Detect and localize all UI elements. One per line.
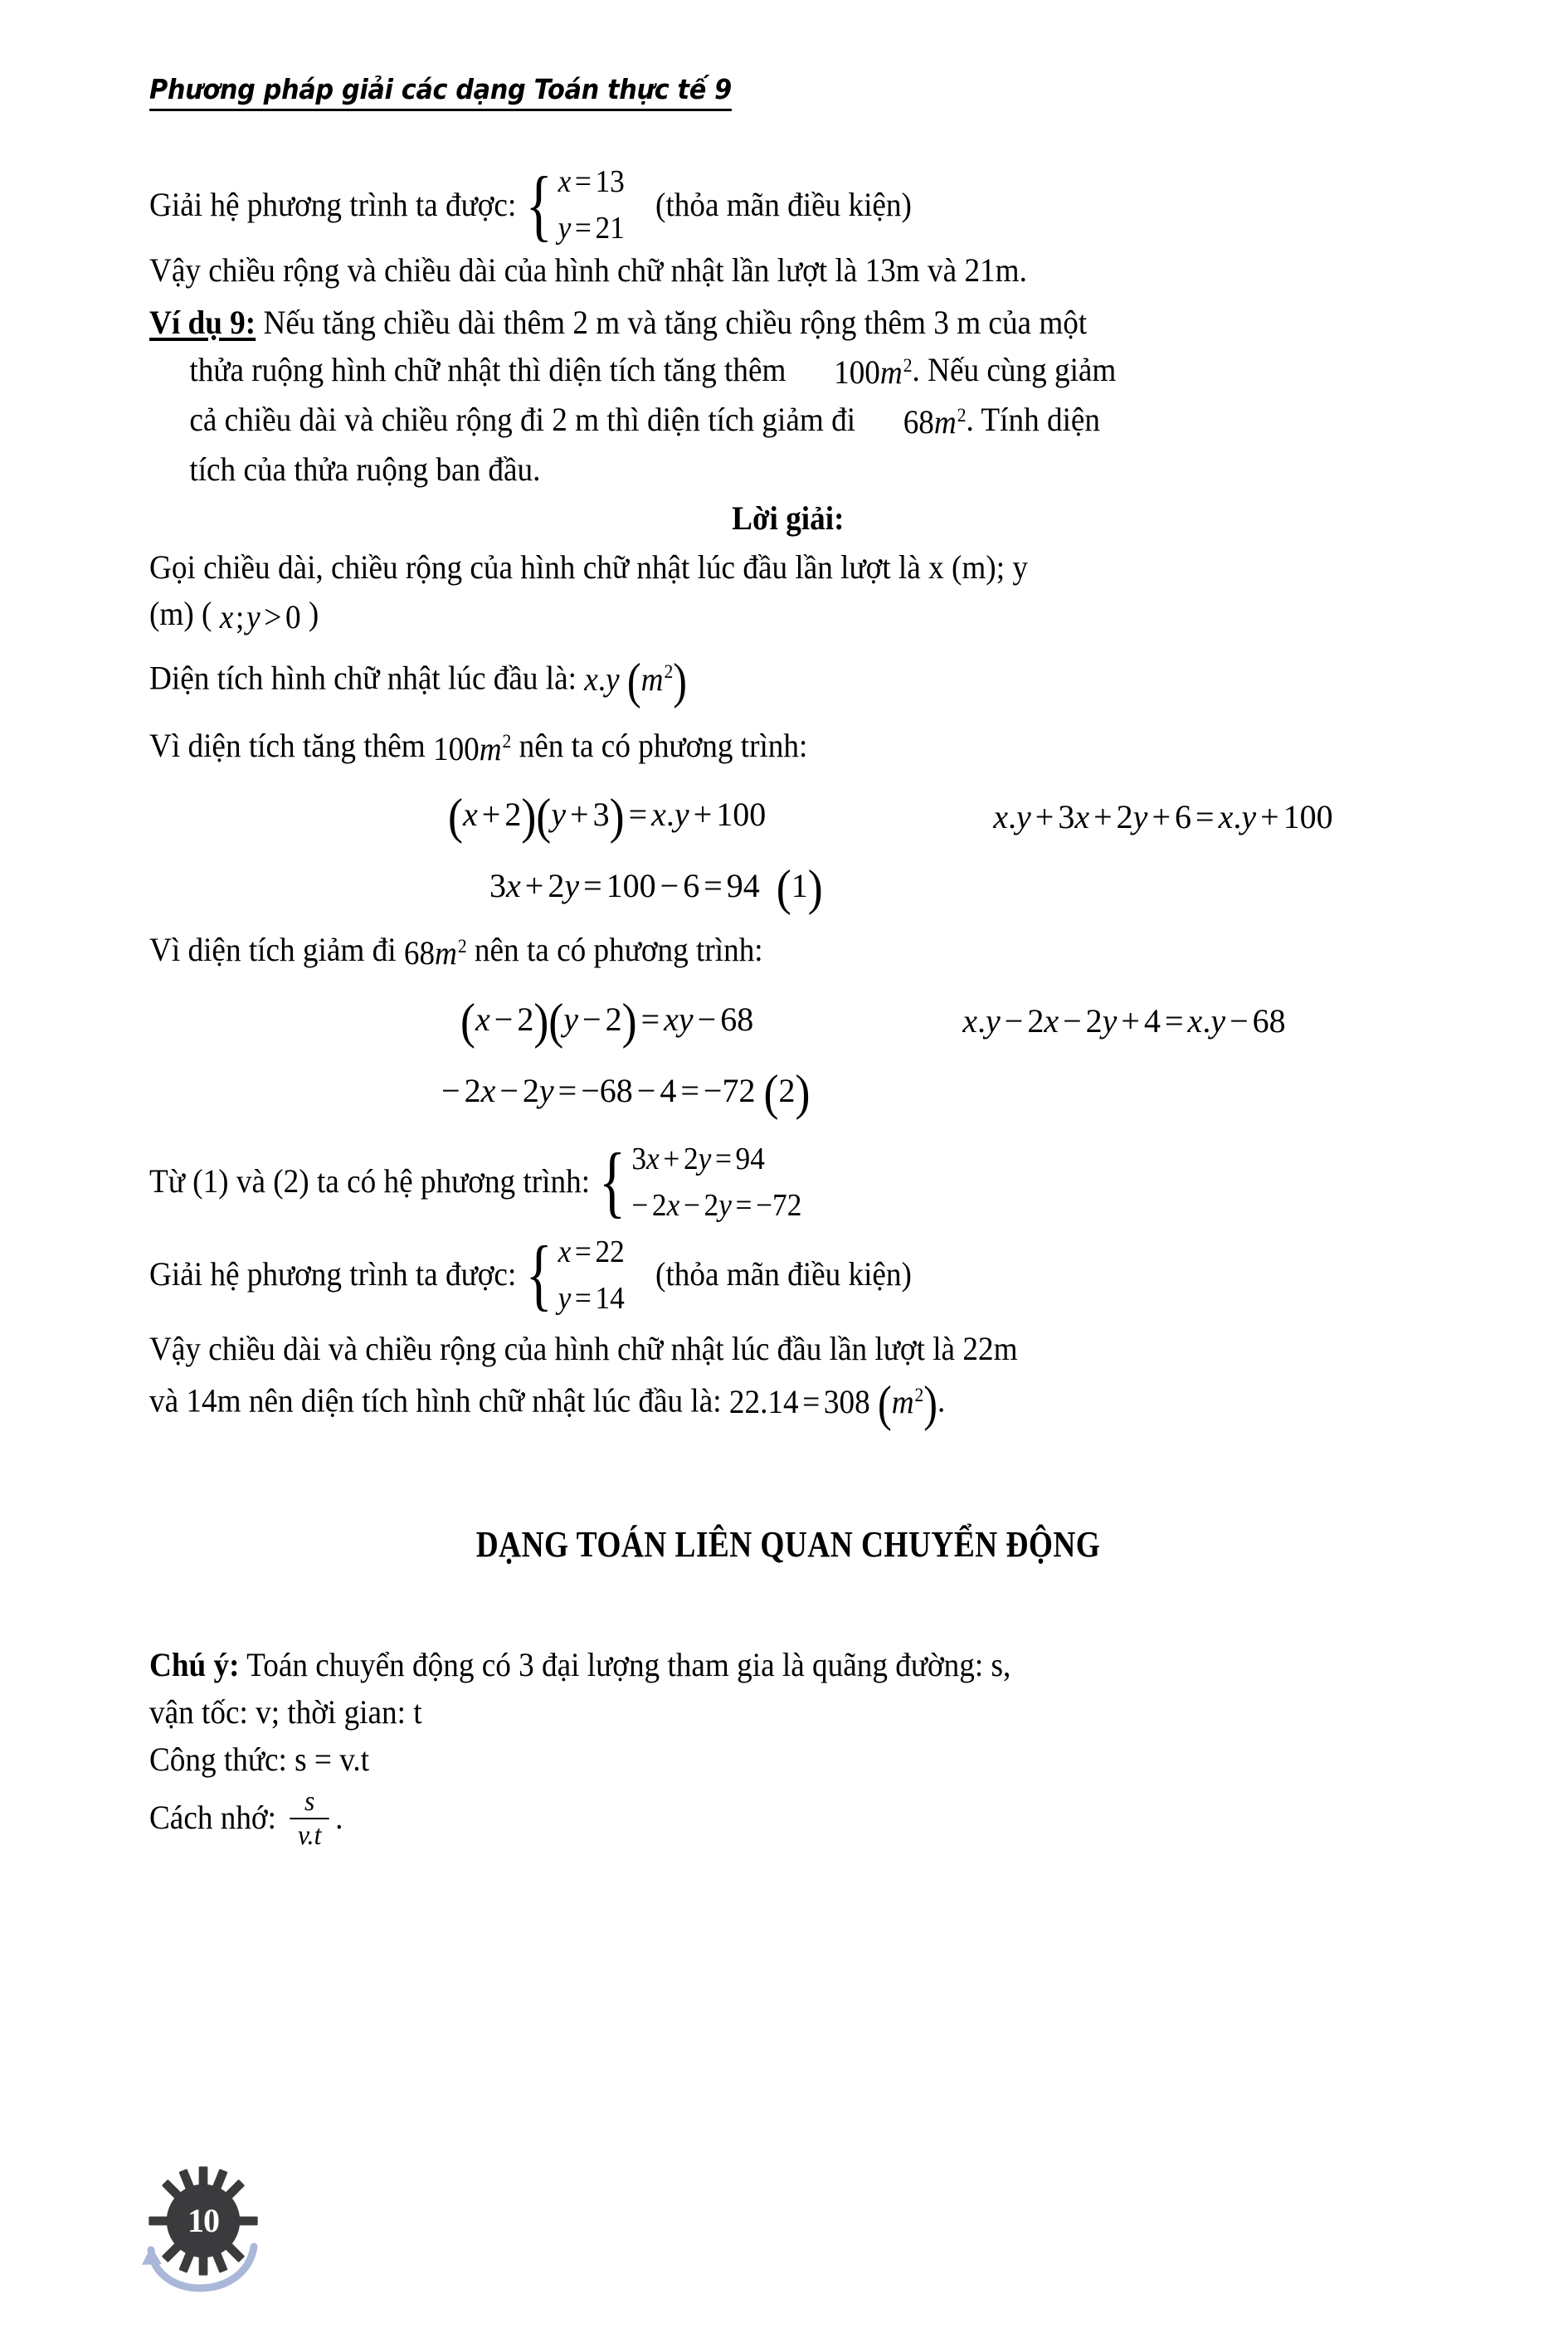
area-increase-pre: Vì diện tích tăng thêm [149, 727, 433, 765]
solve-system-line-2 [149, 1230, 1427, 1319]
example-9-label: Ví dụ 9: [149, 303, 256, 341]
note-formula-line: Công thức: s = v.t [149, 1740, 370, 1778]
equation-group-2 [149, 986, 1427, 1128]
equation-1: (x + 2)(y + 3) = x.y + 100 [448, 788, 767, 845]
equation-system-1 [521, 159, 625, 249]
note-line-2: vận tốc: v; thời gian: t [149, 1692, 422, 1731]
example-9-line-4: tích của thửa ruộng ban đầu. [189, 450, 541, 488]
equation-2: x.y + 3x + 2y + 6 = x.y + 100 [993, 797, 1333, 835]
solve-system-label-1: Giải hệ phương trình ta được: [149, 185, 517, 223]
example-9-line-1 [149, 299, 1427, 347]
page-number-badge [133, 2164, 315, 2321]
example-9-text-2-post: . Nếu cùng giảm [912, 350, 1117, 388]
area-decrease-pre: Vì diện tích giảm đi [149, 931, 404, 969]
conclusion-2-line-2 [149, 1372, 1427, 1436]
solve-system-label-2: Giải hệ phương trình ta được: [149, 1255, 517, 1293]
running-header [149, 73, 1444, 111]
equation-3: 3x + 2y = 100 − 6 = 94 (1) [489, 859, 823, 917]
example-9-line-3 [149, 397, 1427, 446]
system-2-row-1: 3x + 2y = 94 [631, 1141, 765, 1176]
note-line-1 [149, 1642, 1427, 1689]
note-mnemonic-line [149, 1785, 1427, 1853]
running-header-title: Phương pháp giải các dạng Toán thực tế 9 [149, 73, 732, 111]
example-9-text-2-pre: thửa ruộng hình chữ nhật thì diện tích tăng thêm [189, 350, 794, 388]
mnemonic-trailing: . [335, 1798, 343, 1836]
area-decrease-line [149, 927, 1427, 976]
system-1-row-1: x = 13 [558, 164, 625, 199]
equation-5: x.y − 2x − 2y + 4 = x.y − 68 [962, 1002, 1286, 1040]
area-decrease-math: $68m^2$ [403, 933, 467, 971]
example-9-math-100: $100m^2$ [834, 353, 913, 391]
page-number: 10 [187, 2201, 219, 2239]
variable-definition-line-2 [149, 591, 1427, 640]
mnemonic-fraction [290, 1787, 329, 1851]
example-9-math-68: $68m^2$ [903, 403, 967, 441]
equation-6: − 2x − 2y = −68 − 4 = −72 (2) [441, 1064, 811, 1121]
left-brace-icon: { [598, 1137, 626, 1226]
area-decrease-post: nên ta có phương trình: [466, 931, 763, 969]
solve-system-line-1 [149, 159, 1427, 249]
note-text-1: Toán chuyển động có 3 đại lượng tham gia là quãng đường: s, [239, 1646, 1011, 1684]
conclusion-paragraph-1: Vậy chiều rộng và chiều dài của hình chữ nhật lần lượt là 13m và 21m. [149, 251, 1027, 289]
area-increase-line [149, 723, 1427, 772]
document-body [149, 159, 1427, 1853]
initial-area-math: x.y $(m^2)$ [584, 652, 687, 709]
example-9-line-2 [149, 347, 1427, 397]
variable-condition-math: x;y > 0 [219, 597, 301, 635]
system-3-row-1: x = 22 [558, 1234, 625, 1269]
area-increase-post: nên ta có phương trình: [511, 727, 808, 765]
left-brace-icon: { [525, 159, 553, 249]
variable-condition-post: ) [300, 595, 319, 633]
equation-4: (x − 2)(y − 2) = xy − 68 [460, 993, 754, 1049]
initial-area-line [149, 650, 1427, 713]
section-title: DẠNG TOÁN LIÊN QUAN CHUYỂN ĐỘNG [475, 1524, 1101, 1566]
system-3-row-2: y = 14 [558, 1280, 625, 1316]
note-label: Chú ý: [149, 1646, 240, 1684]
conclusion-2-line-1: Vậy chiều dài và chiều rộng của hình chữ nhật lúc đầu lần lượt là 22m [149, 1329, 1018, 1367]
mnemonic-label: Cách nhớ: [149, 1798, 285, 1836]
from-equations-label: Từ (1) và (2) ta có hệ phương trình: [149, 1162, 591, 1200]
conclusion-2-pre: và 14m nên diện tích hình chữ nhật lúc đầu là: [149, 1382, 729, 1419]
satisfies-condition-1: (thỏa mãn điều kiện) [655, 185, 912, 223]
equation-system-3 [521, 1230, 625, 1319]
from-equations-line [149, 1137, 1427, 1226]
conclusion-2-post: . [937, 1382, 946, 1419]
equation-group-1 [149, 781, 1427, 923]
conclusion-2-math: 22.14 = 308 $(m^2)$ [728, 1376, 937, 1433]
example-9-text-1: Nếu tăng chiều dài thêm 2 m và tăng chiều rộng thêm 3 m của một [256, 303, 1088, 341]
example-9-text-3-pre: cả chiều dài và chiều rộng đi 2 m thì diện tích giảm đi [189, 400, 864, 438]
variable-condition-pre: (m) ( [149, 595, 220, 633]
example-9-text-3-post: . Tính diện [966, 400, 1101, 438]
system-2-row-2: − 2x − 2y = −72 [631, 1187, 802, 1223]
satisfies-condition-2: (thỏa mãn điều kiện) [655, 1255, 912, 1293]
area-increase-math: $100m^2$ [432, 729, 512, 767]
equation-system-2 [595, 1137, 802, 1226]
variable-definition-line-1: Gọi chiều dài, chiều rộng của hình chữ nhật lúc đầu lần lượt là x (m); y [149, 548, 1028, 586]
left-brace-icon: { [525, 1230, 553, 1319]
initial-area-label: Diện tích hình chữ nhật lúc đầu là: [149, 659, 585, 697]
fraction-numerator: s [304, 1785, 315, 1817]
solution-heading: Lời giải: [732, 499, 845, 537]
system-1-row-2: y = 21 [558, 211, 625, 246]
fraction-denominator: v.t [290, 1818, 329, 1851]
